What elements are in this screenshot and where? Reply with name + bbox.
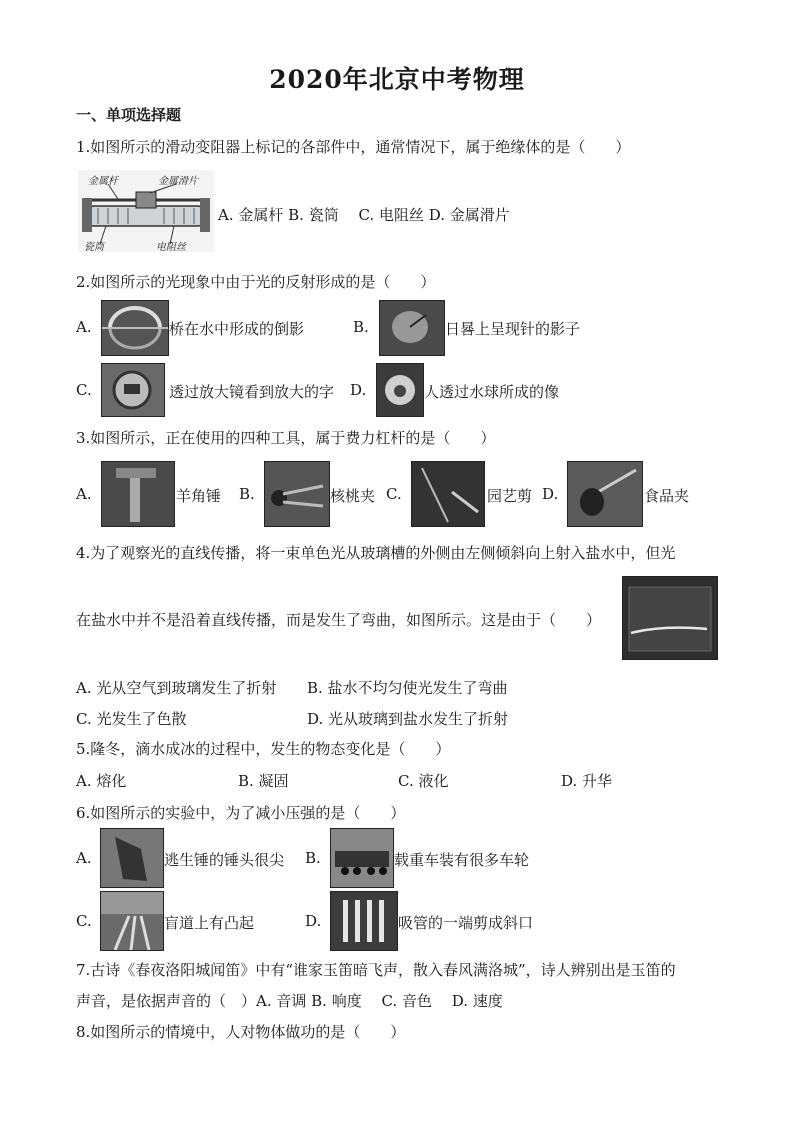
q3-option-c-text: 园艺剪 — [487, 487, 533, 505]
safety-hammer-photo — [100, 828, 164, 888]
q3-option-b-letter: B. — [239, 485, 255, 503]
q3-option-d-letter: D. — [542, 485, 559, 503]
straws-photo — [330, 891, 398, 951]
label-porcelain-tube: 瓷筒 — [84, 242, 104, 253]
garden-shears-photo — [411, 461, 485, 527]
q2-option-d-text: 人透过水球所成的像 — [424, 383, 560, 401]
bridge-reflection-photo — [101, 300, 169, 356]
q2-option-c-text: 透过放大镜看到放大的字 — [169, 383, 335, 401]
q6-option-d-letter: D. — [305, 912, 322, 930]
water-ball-photo — [376, 363, 424, 417]
q4-option-d: D. 光从玻璃到盐水发生了折射 — [307, 710, 509, 728]
q3-option-d-text: 食品夹 — [644, 487, 690, 505]
q6-option-d-text: 吸管的一端剪成斜口 — [398, 914, 534, 932]
q5-option-d: D. 升华 — [561, 772, 613, 790]
light-bending-photo — [622, 576, 718, 660]
q2-option-b-text: 日晷上呈现针的影子 — [445, 320, 581, 338]
magnifier-photo — [101, 363, 165, 417]
q2-option-d-letter: D. — [350, 381, 367, 399]
label-metal-slider: 金属滑片 — [158, 176, 198, 187]
q3-option-b-text: 核桃夹 — [330, 487, 376, 505]
q2-option-a-letter: A. — [76, 318, 92, 336]
q3-option-a-letter: A. — [76, 485, 92, 503]
q2-option-c-letter: C. — [76, 381, 92, 399]
q4-option-a: A. 光从空气到玻璃发生了折射 — [76, 679, 277, 697]
question-6-stem: 6.如图所示的实验中，为了减小压强的是（ ） — [76, 804, 406, 822]
q2-option-b-letter: B. — [353, 318, 369, 336]
tactile-paving-photo — [100, 891, 164, 951]
q6-option-b-letter: B. — [305, 849, 321, 867]
claw-hammer-photo — [101, 461, 175, 527]
heavy-truck-photo — [330, 828, 394, 888]
q3-option-a-text: 羊角锤 — [176, 487, 222, 505]
question-5-stem: 5.隆冬，滴水成冰的过程中，发生的物态变化是（ ） — [76, 740, 451, 758]
q4-option-b: B. 盐水不均匀使光发生了弯曲 — [307, 679, 508, 697]
q6-option-c-letter: C. — [76, 912, 92, 930]
q6-option-c-text: 盲道上有凸起 — [164, 914, 255, 932]
question-1-stem: 1.如图所示的滑动变阻器上标记的各部件中，通常情况下，属于绝缘体的是（ ） — [76, 138, 631, 156]
question-2-stem: 2.如图所示的光现象中由于光的反射形成的是（ ） — [76, 273, 436, 291]
label-resistance-wire: 电阻丝 — [156, 242, 186, 253]
q5-option-c: C. 液化 — [398, 772, 449, 790]
section-heading: 一、单项选择题 — [76, 106, 182, 124]
q5-option-b: B. 凝固 — [238, 772, 289, 790]
q2-option-a-text: 桥在水中形成的倒影 — [169, 320, 305, 338]
question-8-stem: 8.如图所示的情境中，人对物体做功的是（ ） — [76, 1023, 406, 1041]
sundial-photo — [379, 300, 445, 356]
rheostat-diagram — [78, 170, 214, 252]
q6-option-a-letter: A. — [76, 849, 92, 867]
q6-option-b-text: 载重车装有很多车轮 — [394, 851, 530, 869]
question-1-options: A. 金属杆 B. 瓷筒 C. 电阻丝 D. 金属滑片 — [218, 206, 510, 224]
q3-option-c-letter: C. — [386, 485, 402, 503]
q6-option-a-text: 逃生锤的锤头很尖 — [164, 851, 285, 869]
question-7-line1: 7.古诗《春夜洛阳城闻笛》中有“谁家玉笛暗飞声，散入春风满洛城”，诗人辨别出是玉笛的 — [76, 961, 676, 979]
q5-option-a: A. 熔化 — [76, 772, 127, 790]
page-title: 2020年北京中考物理 — [269, 65, 525, 94]
question-4-stem-line2: 在盐水中并不是沿着直线传播，而是发生了弯曲，如图所示。这是由于（ ） — [76, 611, 602, 629]
q4-option-c: C. 光发生了色散 — [76, 710, 187, 728]
food-tongs-photo — [567, 461, 643, 527]
label-metal-rod: 金属杆 — [88, 176, 118, 187]
question-4-stem-line1: 4.为了观察光的直线传播，将一束单色光从玻璃槽的外侧由左侧倾斜向上射入盐水中，但光 — [76, 544, 676, 562]
question-7-line2: 声音，是依据声音的（ ）A. 音调 B. 响度 C. 音色 D. 速度 — [76, 992, 503, 1010]
nutcracker-photo — [264, 461, 330, 527]
question-3-stem: 3.如图所示，正在使用的四种工具，属于费力杠杆的是（ ） — [76, 429, 496, 447]
